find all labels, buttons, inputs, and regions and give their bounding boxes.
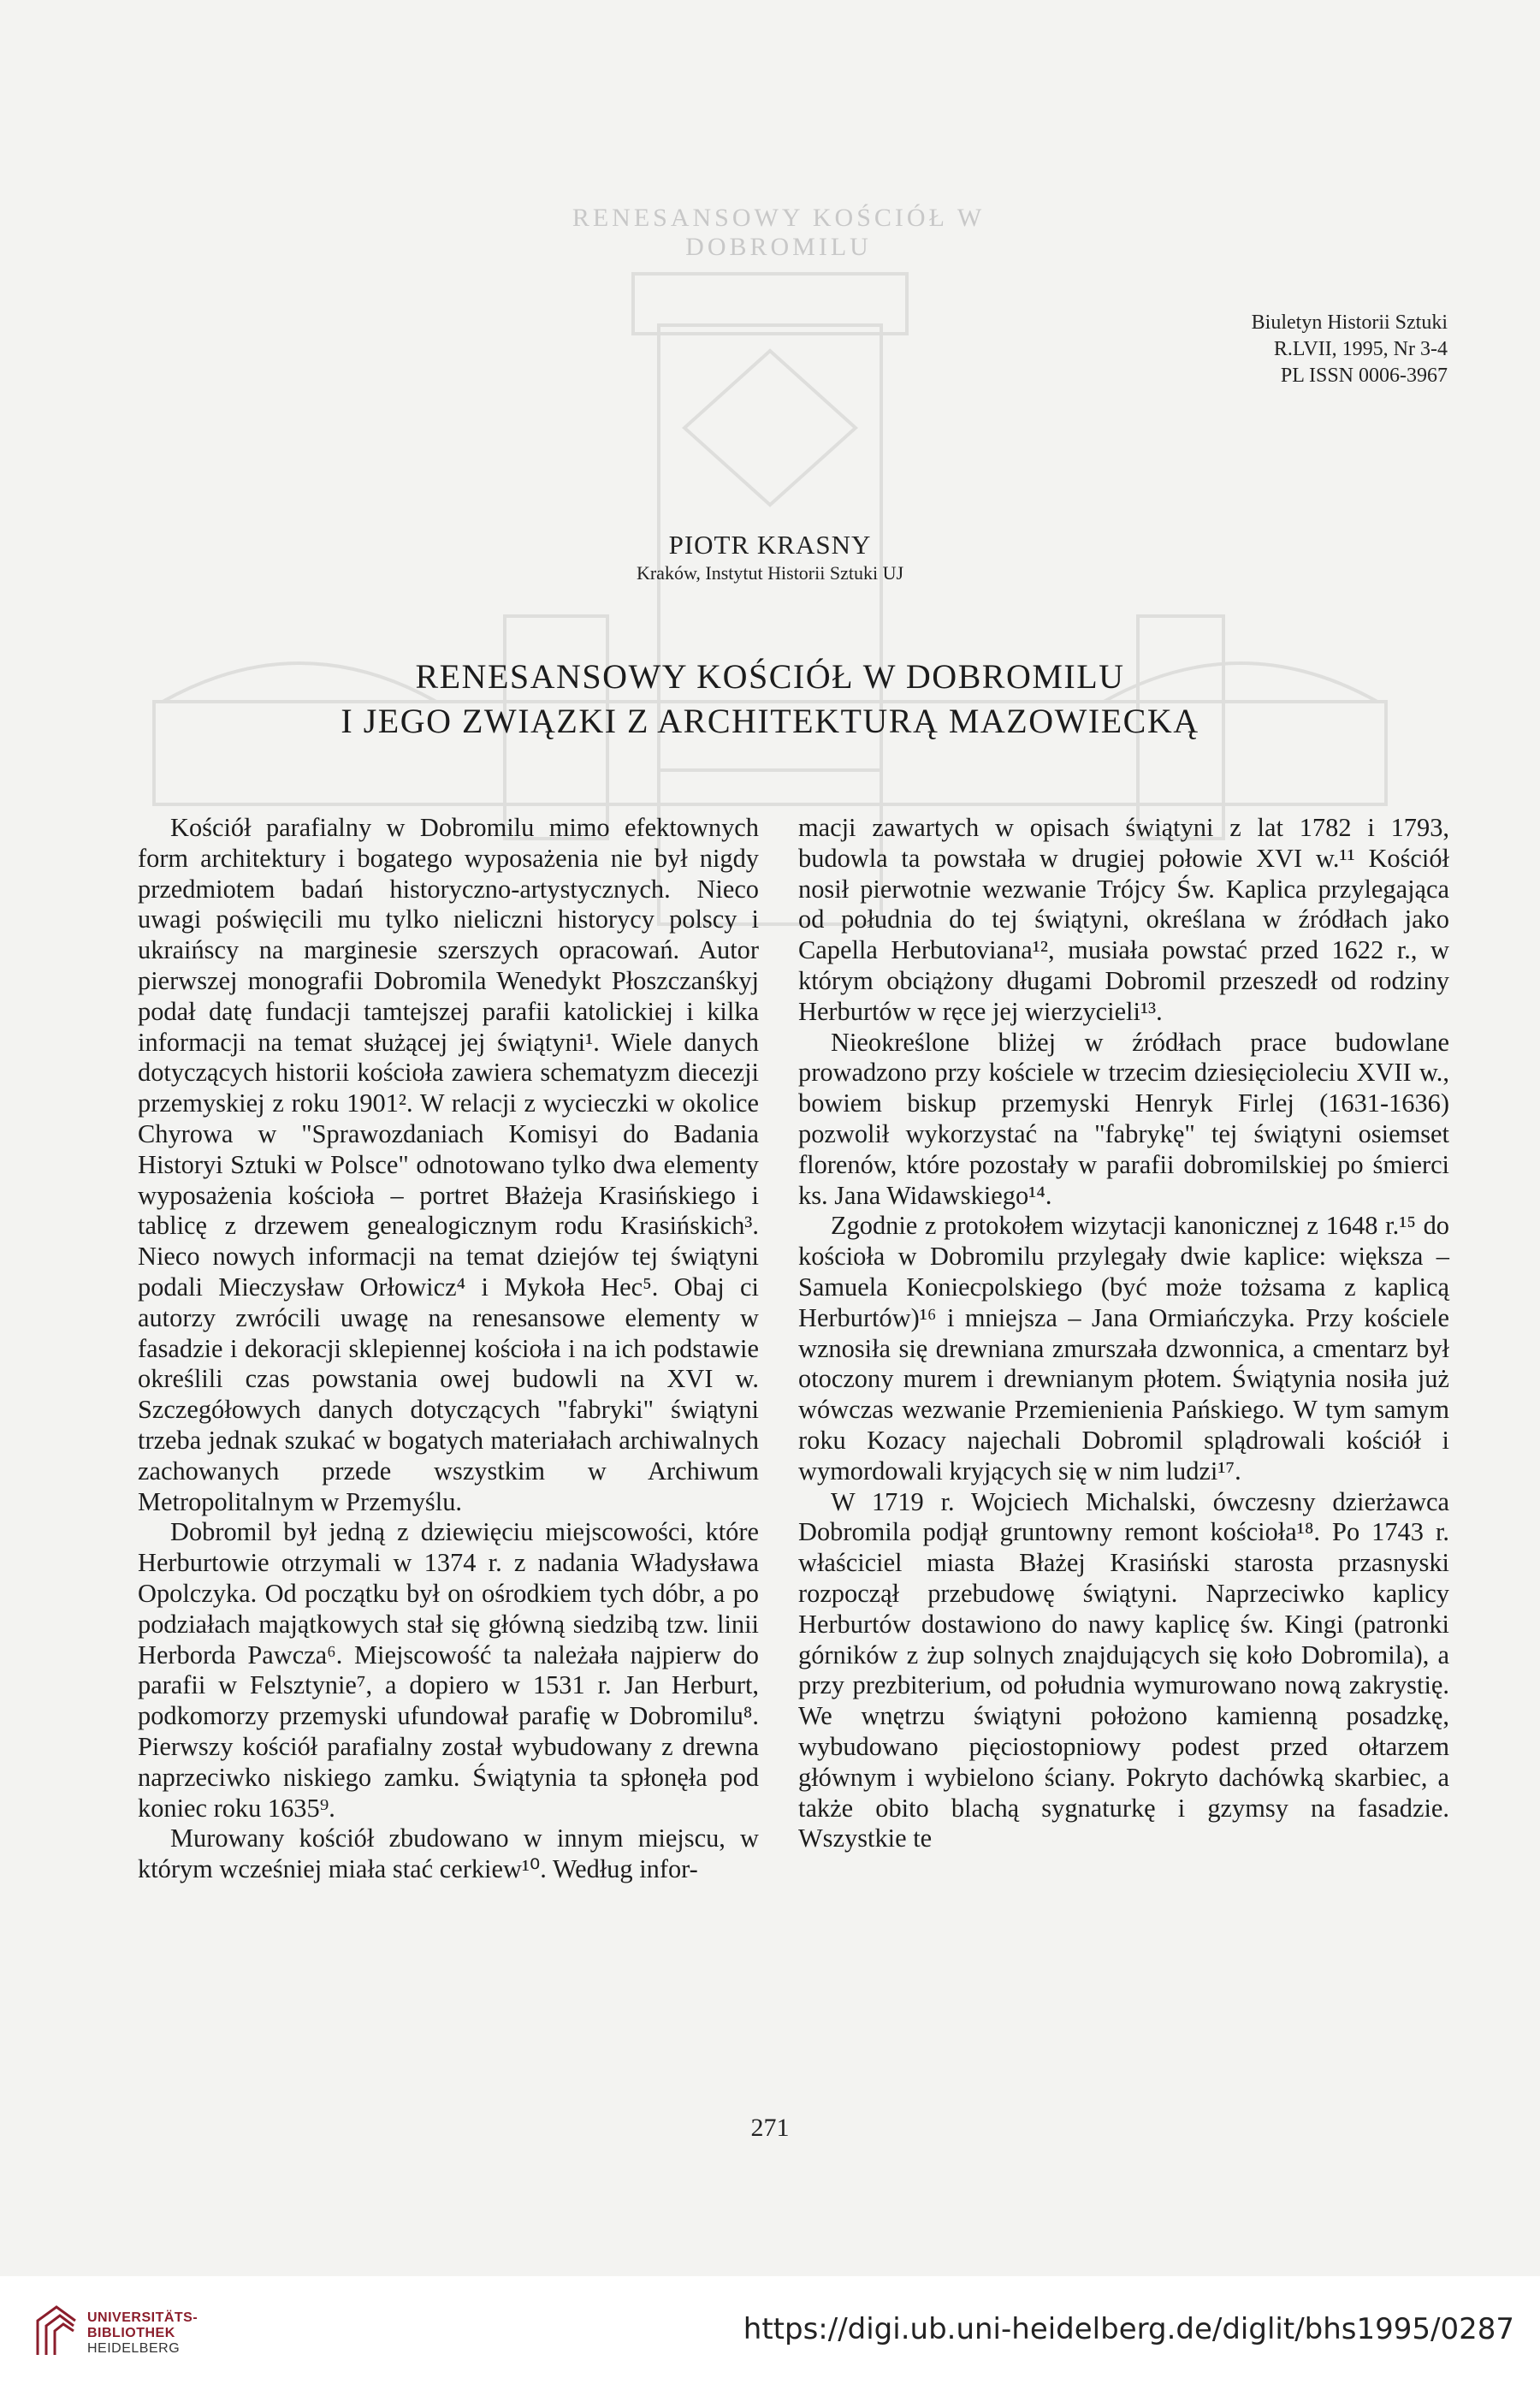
journal-volume: R.LVII, 1995, Nr 3-4 [1273,338,1448,360]
paragraph: Dobromil był jedną z dziewięciu miejscowości, które Herburtowie otrzymali w 1374 r. z nadania Władysława Opolczyka. Od początku był on ośrodkiem tych dóbr, a po podziałach majątkowych stał się główną siedzibą tzw. linii Herborda Pawcza⁶. Miejscowość ta należała najpierw do parafii w Felsztynie⁷, a dopiero w 1531 r. Jan Herburt, podkomorzy przemyski ufundował parafię w Dobromilu⁸. Pierwszy kościół parafialny został wybudowany z drewna naprzeciwko niskiego zamku. Świątynia ta spłonęła pod koniec roku 1635⁹. [138,1517,759,1823]
page-number: 271 [750,2114,790,2142]
bleed-through-header: RENESANSOWY KOŚCIÓŁ W DOBROMILU [572,204,986,261]
paragraph: Murowany kościół zbudowano w innym miejscu, w którym wcześniej miała stać cerkiew¹⁰. Według infor- [138,1824,759,1884]
library-line-3: HEIDELBERG [87,2341,181,2356]
title-line-2: I JEGO ZWIĄZKI Z ARCHITEKTURĄ MAZOWIECKĄ [341,702,1199,740]
library-logo-icon [31,2302,82,2362]
journal-issn: PL ISSN 0006-3967 [1280,365,1448,387]
paragraph: macji zawartych w opisach świątyni z lat 1782 i 1793, budowla ta powstała w drugiej połowie XVI w.¹¹ Kościół nosił pierwotnie wezwanie Trójcy Św. Kaplica przylegająca od południa do tej świątyni, określana w źródłach jako Capella Herbutoviana¹², musiała powstać przed 1622 r., w którym obciążony długami Dobromil przeszedł od rodziny Herburtów w ręce jej wierzycieli¹³. [798,813,1449,1026]
library-line-2: BIBLIOTHEK [87,2326,175,2340]
left-column [138,813,759,1885]
paragraph: W 1719 r. Wojciech Michalski, ówczesny dzierżawca Dobromila podjął gruntowny remont kościoła¹⁸. Po 1743 r. właściciel miasta Błażej Krasiński starosta przasnyski rozpoczął przebudowę świątyni. Naprzeciwko kaplicy Herburtów dostawiono do nawy kaplicę św. Kingi (patronki górników z żup solnych znajdujących się koło Dobromila), a przy prezbiterium, od południa wymurowano nową zakrystię. We wnętrzu świątyni położono kamienną posadzkę, wybudowano pięciostopniowy podest przed ołtarzem głównym i wybielono ściany. Pokryto dachówką skarbiec, a także obito blachą sygnaturkę i gzymsy na fasadzie. Wszystkie te [798,1486,1449,1853]
paragraph: Zgodnie z protokołem wizytacji kanonicznej z 1648 r.¹⁵ do kościoła w Dobromilu przylegały dwie kaplice: większa – Samuela Koniecpolskiego (być może tożsama z kaplicą Herburtów)¹⁶ i mniejsza – Jana Ormiańczyka. Przy kościele wznosiła się drewniana zmurszała dzwonnica, a cmentarz był otoczony murem i drewnianym płotem. Świątynia nosiła już wówczas wezwanie Przemienienia Pańskiego. W tym samym roku Kozacy najechali Dobromil splądrowali kościół i wymordowali kryjących się w nim ludzi¹⁷. [798,1211,1449,1486]
article-title [0,655,1540,744]
author-affiliation: Kraków, Instytut Historii Sztuki UJ [636,562,904,584]
paragraph: Kościół parafialny w Dobromilu mimo efektownych form architektury i bogatego wyposażenia nie był nigdy przedmiotem badań historyczno-artystycznych. Nieco uwagi poświęcili mu tylko nieliczni historycy polscy i ukraińscy na marginesie szerszych opracowań. Autor pierwszej monografii Dobromila Wenedykt Płoszczanśkyj podał datę fundacji tamtejszej parafii katolickiej i kilka informacji na temat służącej jej świątyni¹. Wiele danych dotyczących historii kościoła zawiera schematyzm diecezji przemyskiej z roku 1901². W relacji z wycieczki w okolice Chyrowa w "Sprawozdaniach Komisyi do Badania Historyi Sztuki w Polsce" odnotowano tylko dwa elementy wyposażenia kościoła – portret Błażeja Krasińskiego i tablicę z drzewem genealogicznym rodu Krasińskich³. Nieco nowych informacji na temat dziejów tej świątyni podali Mieczysław Orłowicz⁴ i Mykoła Hec⁵. Obaj ci autorzy zwrócili uwagę na renesansowe elementy w fasadzie i dekoracji sklepiennej kościoła i na ich podstawie określili czas powstania owej budowli na XVI w. Szczegółowych danych dotyczących "fabryki" świątyni trzeba jednak szukać w bogatych materiałach archiwalnych zachowanych przede wszystkim w Archiwum Metropolitalnym w Przemyślu. [138,813,759,1516]
paragraph: Nieokreślone bliżej w źródłach prace budowlane prowadzono przy kościele w trzecim dziesięcioleciu XVII w., bowiem biskup przemyski Henryk Firlej (1631-1636) pozwolił wykorzystać na "fabrykę" tej świątyni osiemset florenów, które pozostały w parafii dobromilskiej po śmierci ks. Jana Widawskiego¹⁴. [798,1027,1449,1210]
journal-name: Biuletyn Historii Sztuki [1251,311,1448,334]
library-name [87,2310,198,2357]
right-column [798,813,1449,1854]
library-line-1: UNIVERSITÄTS- [87,2310,198,2325]
title-line-1: RENESANSOWY KOŚCIÓŁ W DOBROMILU [415,657,1125,696]
author-name: PIOTR KRASNY [668,530,872,560]
author-block [0,529,1540,585]
journal-info [1252,310,1448,389]
permalink-url[interactable]: https://digi.ub.uni-heidelberg.de/diglit/bhs1995/0287 [743,2312,1514,2346]
